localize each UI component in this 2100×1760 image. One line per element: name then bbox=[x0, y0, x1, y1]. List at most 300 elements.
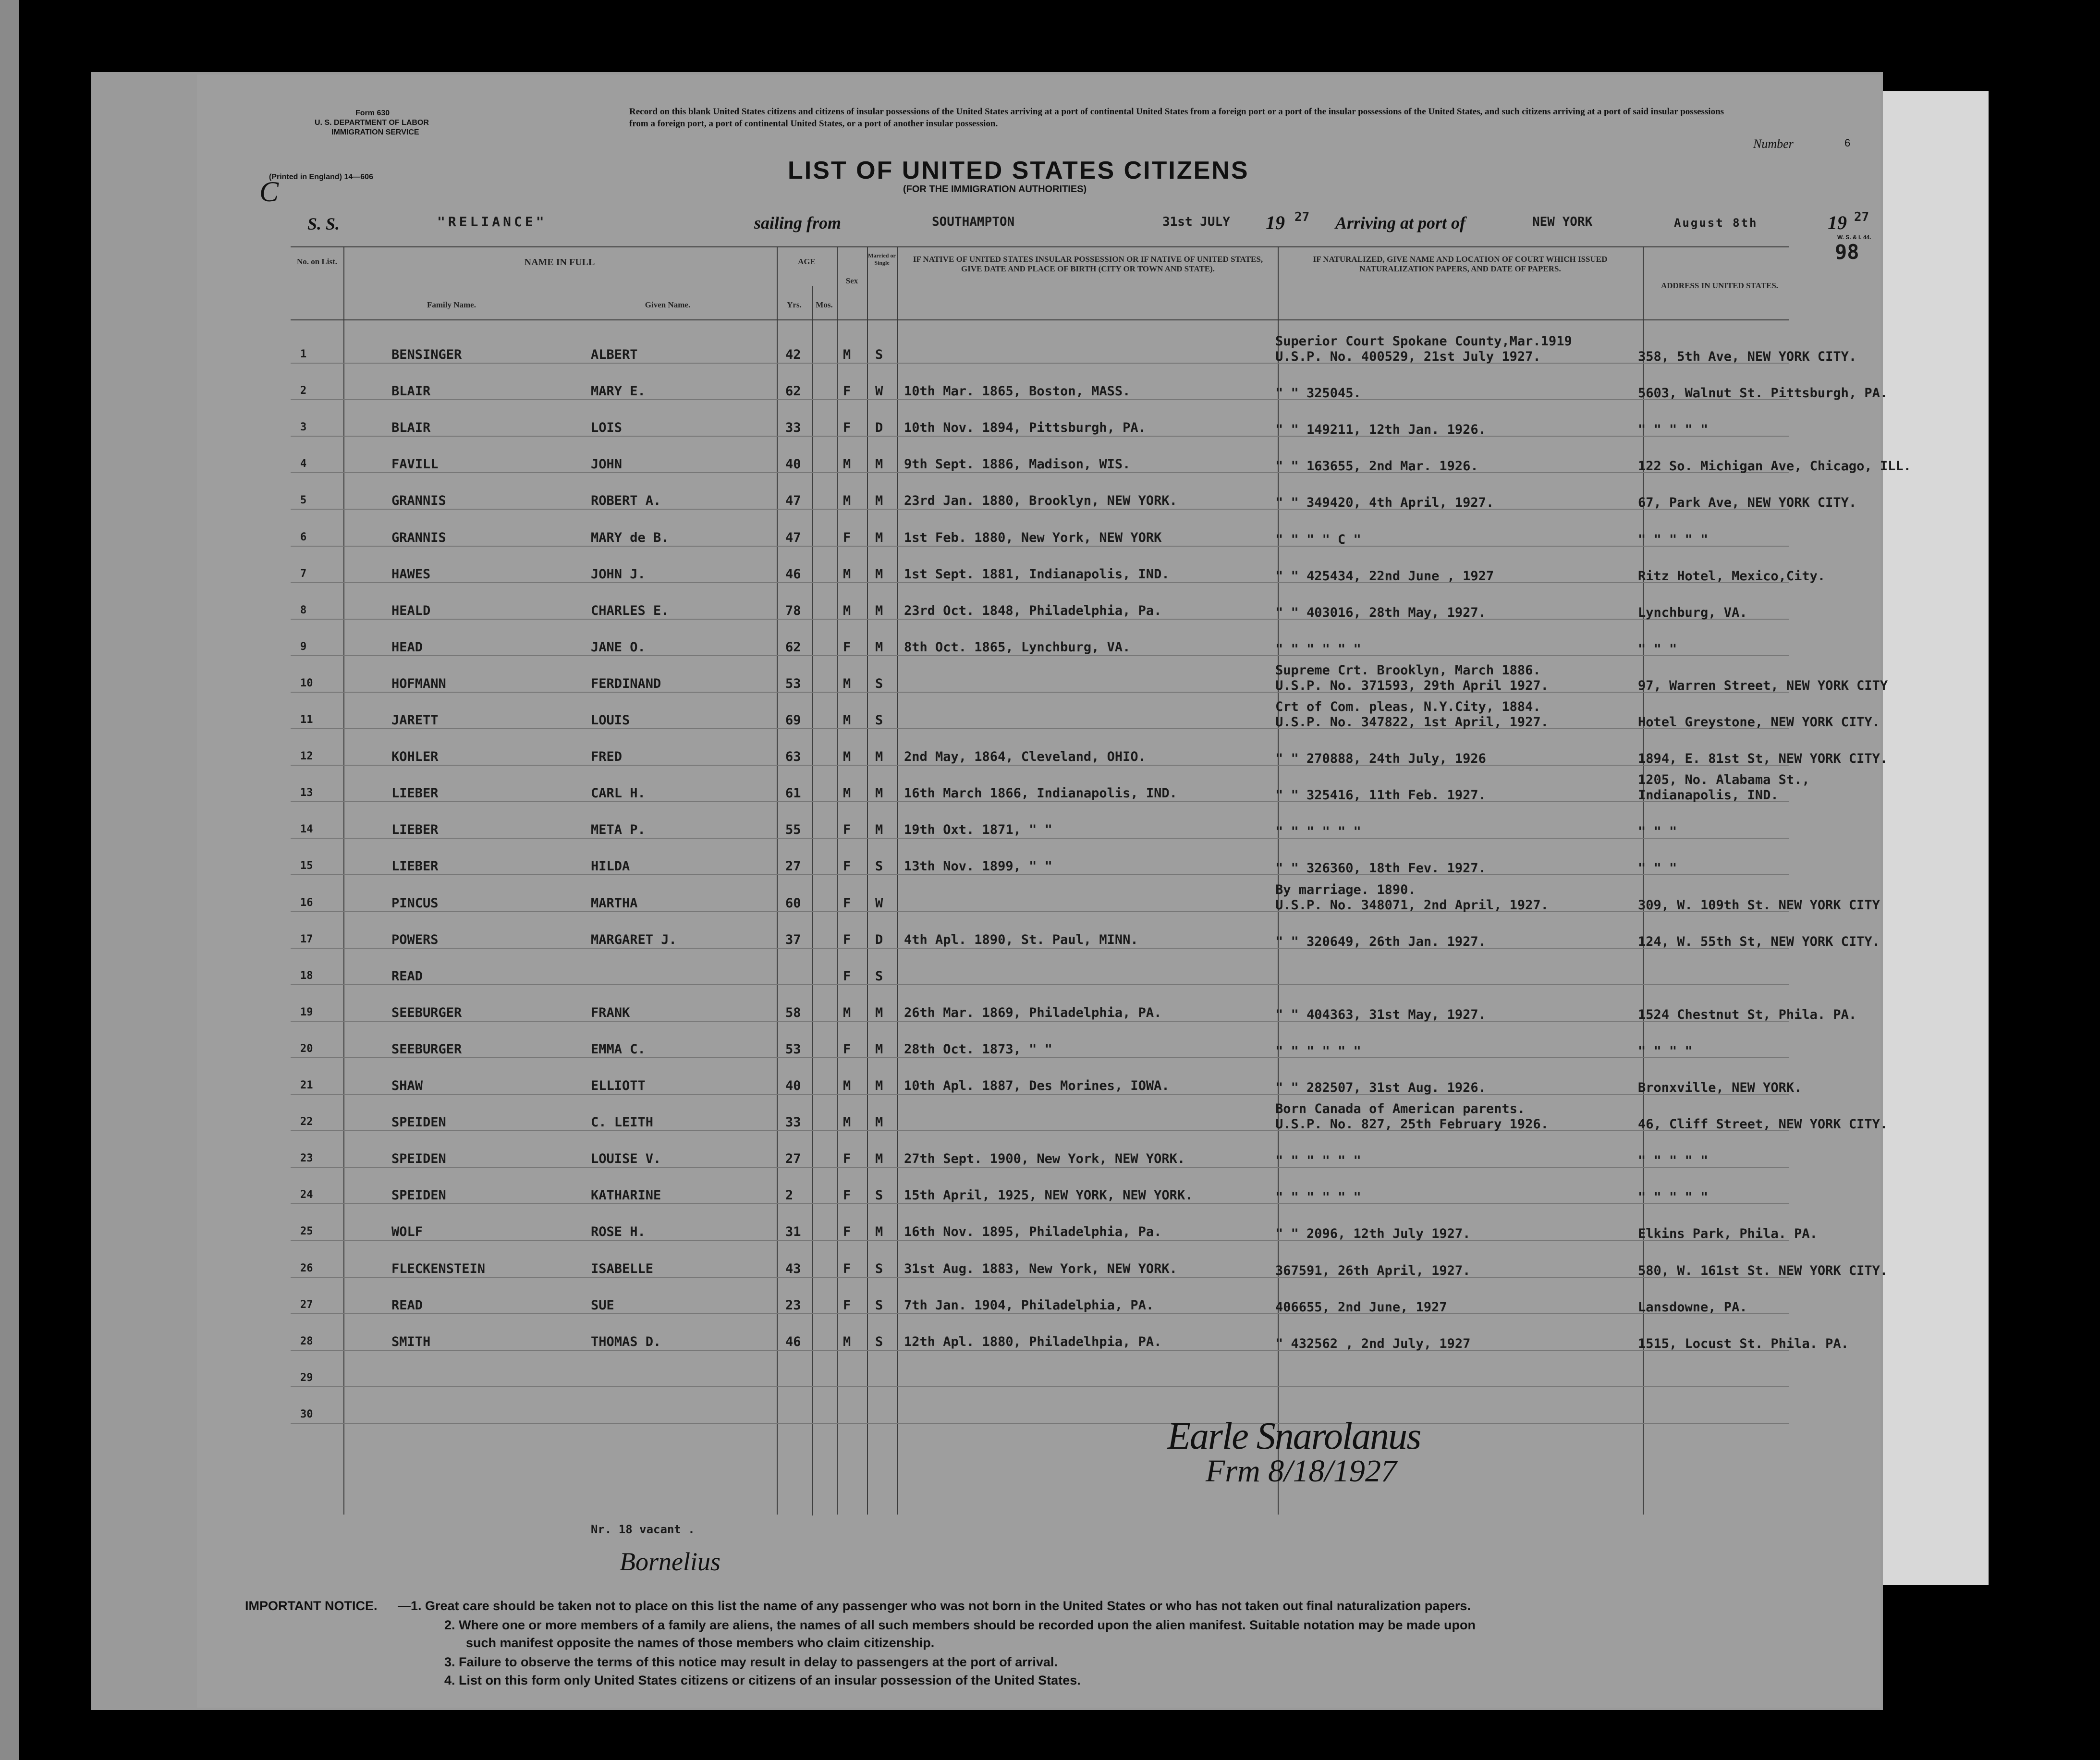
given-name: FRANK bbox=[591, 1005, 630, 1020]
row-rule bbox=[291, 728, 1789, 729]
naturalization-papers: " " 349420, 4th April, 1927. bbox=[1275, 495, 1494, 511]
form-number: Form 630 bbox=[355, 109, 390, 117]
row-number: 4 bbox=[300, 458, 307, 470]
marital-status: M bbox=[875, 1078, 883, 1093]
address-line-1: 1205, No. Alabama St., bbox=[1638, 772, 1810, 788]
age-years: 42 bbox=[785, 347, 801, 362]
table-row bbox=[197, 965, 1880, 1002]
birth-info: 10th Nov. 1894, Pittsburgh, PA. bbox=[904, 420, 1146, 436]
row-rule bbox=[291, 874, 1789, 875]
given-name: ISABELLE bbox=[591, 1261, 654, 1276]
table-row bbox=[197, 1075, 1880, 1111]
table-row bbox=[197, 1294, 1880, 1331]
naturalization-papers: " " 2096, 12th July 1927. bbox=[1275, 1226, 1471, 1242]
naturalization-papers: " " 425434, 22nd June , 1927 bbox=[1275, 568, 1494, 584]
naturalization-court: By marriage. 1890. bbox=[1275, 882, 1416, 897]
row-number: 6 bbox=[300, 531, 307, 543]
family-name: READ bbox=[391, 1297, 423, 1313]
sex: F bbox=[843, 639, 851, 655]
page-subtitle: (FOR THE IMMIGRATION AUTHORITIES) bbox=[903, 184, 1087, 195]
sex: F bbox=[843, 1188, 851, 1203]
col-age: AGE bbox=[798, 257, 816, 266]
sailing-from-label: sailing from bbox=[754, 213, 842, 232]
age-years: 60 bbox=[785, 895, 801, 911]
address-line-2: Indianapolis, IND. bbox=[1638, 788, 1779, 803]
record-note: Record on this blank United States citizens and citizens of insular possessions of the United States arriving at a port of continental United States from a foreign port or a port of the insular possessions of the United States, and such citizens arriving at a port of said insular possessions from a foreign port, a port of continental United States, or a port of another insular possession. bbox=[629, 107, 1724, 129]
address-line-2: 1515, Locust St. Phila. PA. bbox=[1638, 1336, 1849, 1351]
sex: F bbox=[843, 384, 851, 399]
table-row bbox=[197, 416, 1880, 453]
naturalization-papers: " " 320649, 26th Jan. 1927. bbox=[1275, 934, 1486, 949]
sex: F bbox=[843, 895, 851, 911]
given-name: CHARLES E. bbox=[591, 603, 669, 618]
header-rule bbox=[291, 246, 1789, 247]
sex: M bbox=[843, 603, 851, 618]
age-years: 53 bbox=[785, 676, 801, 691]
address-line-2: Lynchburg, VA. bbox=[1638, 605, 1747, 620]
row-number: 11 bbox=[300, 714, 313, 726]
naturalization-papers: " " 326360, 18th Fev. 1927. bbox=[1275, 861, 1486, 876]
row-rule bbox=[291, 1203, 1789, 1204]
birth-info: 12th Apl. 1880, Philadelhpia, PA. bbox=[904, 1334, 1162, 1349]
marital-status: S bbox=[875, 1334, 883, 1349]
row-number: 30 bbox=[300, 1408, 313, 1420]
table-row bbox=[197, 929, 1880, 965]
form-code: W. S. & I. 44. bbox=[1837, 234, 1871, 241]
row-rule bbox=[291, 911, 1789, 912]
family-name: SMITH bbox=[391, 1334, 431, 1349]
row-rule bbox=[291, 655, 1789, 656]
sex: M bbox=[843, 1005, 851, 1020]
row-number: 12 bbox=[300, 750, 313, 763]
col-family: Family Name. bbox=[427, 300, 476, 309]
row-number: 25 bbox=[300, 1225, 313, 1238]
row-number: 24 bbox=[300, 1189, 313, 1201]
given-name: ROBERT A. bbox=[591, 493, 661, 509]
row-rule bbox=[291, 801, 1789, 802]
naturalization-papers: U.S.P. No. 371593, 29th April 1927. bbox=[1275, 678, 1549, 693]
age-years: 69 bbox=[785, 713, 801, 728]
left-page-edge bbox=[0, 0, 19, 1760]
marital-status: M bbox=[875, 1041, 883, 1057]
given-name: THOMAS D. bbox=[591, 1334, 661, 1349]
family-name: SEEBURGER bbox=[391, 1005, 462, 1020]
sailing-date: 31st JULY bbox=[1162, 215, 1230, 229]
notice-label: IMPORTANT NOTICE. bbox=[245, 1599, 378, 1613]
row-number: 17 bbox=[300, 933, 313, 945]
row-number: 22 bbox=[300, 1116, 313, 1128]
age-years: 62 bbox=[785, 639, 801, 655]
naturalization-papers: " " 149211, 12th Jan. 1926. bbox=[1275, 422, 1486, 438]
address-line-2: " " " bbox=[1638, 641, 1677, 657]
row-number: 20 bbox=[300, 1042, 313, 1055]
arriving-label: Arriving at port of bbox=[1335, 213, 1466, 232]
given-name: MARY E. bbox=[591, 384, 646, 399]
row-number: 29 bbox=[300, 1371, 313, 1384]
naturalization-papers: U.S.P. No. 348071, 2nd April, 1927. bbox=[1275, 897, 1549, 913]
given-name: JANE O. bbox=[591, 639, 646, 655]
age-years: 33 bbox=[785, 1115, 801, 1130]
marital-status: S bbox=[875, 859, 883, 874]
row-rule bbox=[291, 363, 1789, 364]
ss-label: S. S. bbox=[307, 214, 340, 233]
family-name: POWERS bbox=[391, 932, 439, 947]
naturalization-papers: U.S.P. No. 827, 25th February 1926. bbox=[1275, 1117, 1549, 1132]
birth-info: 15th April, 1925, NEW YORK, NEW YORK. bbox=[904, 1188, 1193, 1203]
marital-status: M bbox=[875, 566, 883, 582]
address-line-2: 122 So. Michigan Ave, Chicago, ILL. bbox=[1638, 459, 1911, 474]
marital-status: M bbox=[875, 1005, 883, 1020]
sex: M bbox=[843, 676, 851, 691]
marital-status: D bbox=[875, 932, 883, 947]
vacant-note: Nr. 18 vacant . bbox=[591, 1523, 695, 1536]
table-row bbox=[197, 882, 1880, 929]
row-number: 10 bbox=[300, 677, 313, 689]
table-row bbox=[197, 855, 1880, 892]
family-name: SPEIDEN bbox=[391, 1188, 446, 1203]
notice-1: —1. Great care should be taken not to place on this list the name of any passenger who was not born in the United States or who has not taken out final naturalization papers. bbox=[398, 1599, 1471, 1613]
naturalization-papers: " " " " " " bbox=[1275, 1043, 1361, 1059]
row-rule bbox=[291, 399, 1789, 400]
department: U. S. DEPARTMENT OF LABOR bbox=[315, 119, 429, 127]
officer-signature: Earle Snarolanus bbox=[1167, 1415, 1421, 1457]
col-address: ADDRESS IN UNITED STATES. bbox=[1660, 281, 1779, 290]
year-prefix-2: 19 bbox=[1828, 212, 1847, 233]
row-rule bbox=[291, 619, 1789, 620]
row-number: 1 bbox=[300, 348, 307, 360]
family-name: LIEBER bbox=[391, 786, 439, 801]
age-years: 63 bbox=[785, 749, 801, 765]
row-rule bbox=[291, 509, 1789, 510]
address-line-2: " " " " " bbox=[1638, 422, 1709, 438]
given-name: META P. bbox=[591, 822, 646, 838]
age-years: 47 bbox=[785, 530, 801, 545]
marital-status: S bbox=[875, 713, 883, 728]
table-row bbox=[197, 563, 1880, 599]
number-value: 6 bbox=[1844, 137, 1851, 149]
given-name: MARTHA bbox=[591, 895, 638, 911]
naturalization-papers: " " 325416, 11th Feb. 1927. bbox=[1275, 788, 1486, 803]
row-number: 13 bbox=[300, 787, 313, 799]
address-line-2: Hotel Greystone, NEW YORK CITY. bbox=[1638, 715, 1880, 730]
birth-info: 7th Jan. 1904, Philadelphia, PA. bbox=[904, 1297, 1154, 1313]
family-name: BLAIR bbox=[391, 384, 431, 399]
manifest-form bbox=[197, 74, 1911, 1708]
service: IMMIGRATION SERVICE bbox=[331, 128, 419, 136]
row-number: 2 bbox=[300, 385, 307, 397]
address-line-2: 358, 5th Ave, NEW YORK CITY. bbox=[1638, 349, 1857, 364]
row-number: 26 bbox=[300, 1262, 313, 1274]
table-row bbox=[197, 1221, 1880, 1257]
birth-info: 31st Aug. 1883, New York, NEW YORK. bbox=[904, 1261, 1177, 1276]
family-name: KOHLER bbox=[391, 749, 439, 765]
marital-status: M bbox=[875, 786, 883, 801]
birth-info: 23rd Oct. 1848, Philadelphia, Pa. bbox=[904, 603, 1162, 618]
given-name: LOIS bbox=[591, 420, 623, 436]
ship-name: "RELIANCE" bbox=[437, 214, 547, 230]
marital-status: S bbox=[875, 1188, 883, 1203]
row-number: 3 bbox=[300, 421, 307, 434]
age-years: 46 bbox=[785, 1334, 801, 1349]
row-rule bbox=[291, 838, 1789, 839]
family-name: SPEIDEN bbox=[391, 1115, 446, 1130]
family-name: HEAD bbox=[391, 639, 423, 655]
row-rule bbox=[291, 1386, 1789, 1387]
row-rule bbox=[291, 765, 1789, 766]
age-years: 40 bbox=[785, 1078, 801, 1093]
page-title: LIST OF UNITED STATES CITIZENS bbox=[788, 157, 1249, 184]
age-years: 47 bbox=[785, 493, 801, 509]
birth-info: 19th Oxt. 1871, " " bbox=[904, 822, 1052, 838]
row-number: 9 bbox=[300, 640, 307, 653]
sex: M bbox=[843, 347, 851, 362]
given-name: CARL H. bbox=[591, 786, 646, 801]
marital-status: M bbox=[875, 639, 883, 655]
marital-status: M bbox=[875, 1224, 883, 1240]
from-port: SOUTHAMPTON bbox=[932, 215, 1015, 229]
birth-info: 1st Sept. 1881, Indianapolis, IND. bbox=[904, 566, 1170, 582]
naturalization-court: Superior Court Spokane County,Mar.1919 bbox=[1275, 334, 1572, 349]
birth-info: 16th Nov. 1895, Philadelphia, Pa. bbox=[904, 1224, 1162, 1240]
naturalization-papers: " " 403016, 28th May, 1927. bbox=[1275, 605, 1486, 620]
birth-info: 16th March 1866, Indianapolis, IND. bbox=[904, 786, 1177, 801]
family-name: FLECKENSTEIN bbox=[391, 1261, 486, 1276]
naturalization-papers: U.S.P. No. 400529, 21st July 1927. bbox=[1275, 349, 1541, 364]
table-row bbox=[197, 380, 1888, 416]
naturalization-papers: U.S.P. No. 347822, 1st April, 1927. bbox=[1275, 715, 1549, 730]
family-name: SHAW bbox=[391, 1078, 423, 1093]
age-years: 37 bbox=[785, 932, 801, 947]
family-name: GRANNIS bbox=[391, 493, 446, 509]
family-name: JARETT bbox=[391, 713, 439, 728]
table-row bbox=[197, 1331, 1880, 1367]
family-name: LIEBER bbox=[391, 822, 439, 838]
naturalization-papers: 406655, 2nd June, 1927 bbox=[1275, 1299, 1447, 1315]
family-name: SPEIDEN bbox=[391, 1151, 446, 1167]
year-arrived: 27 bbox=[1854, 210, 1869, 224]
table-row bbox=[197, 1002, 1880, 1038]
row-number: 7 bbox=[300, 567, 307, 580]
family-name: HAWES bbox=[391, 566, 431, 582]
birth-info: 9th Sept. 1886, Madison, WIS. bbox=[904, 457, 1131, 472]
col-name: NAME IN FULL bbox=[524, 257, 595, 268]
row-rule bbox=[291, 1021, 1789, 1022]
col-mos: Mos. bbox=[816, 300, 833, 309]
year-prefix-1: 19 bbox=[1266, 212, 1285, 233]
given-name: MARY de B. bbox=[591, 530, 669, 545]
sex: M bbox=[843, 457, 851, 472]
age-years: 58 bbox=[785, 1005, 801, 1020]
table-row bbox=[197, 772, 1880, 819]
marital-status: D bbox=[875, 420, 883, 436]
row-rule bbox=[291, 436, 1789, 437]
row-rule bbox=[291, 1313, 1789, 1314]
col-sex: Sex bbox=[845, 276, 858, 285]
naturalization-papers: 367591, 26th April, 1927. bbox=[1275, 1263, 1471, 1278]
family-name: HEALD bbox=[391, 603, 431, 618]
sex: M bbox=[843, 566, 851, 582]
table-row bbox=[197, 599, 1880, 636]
row-rule bbox=[291, 1167, 1789, 1168]
age-years: 62 bbox=[785, 384, 801, 399]
birth-info: 2nd May, 1864, Cleveland, OHIO. bbox=[904, 749, 1146, 765]
address-line-2: " " " " " bbox=[1638, 1153, 1709, 1169]
sex: F bbox=[843, 932, 851, 947]
address-line-2: Elkins Park, Phila. PA. bbox=[1638, 1226, 1818, 1242]
sex: M bbox=[843, 786, 851, 801]
row-rule bbox=[291, 1350, 1789, 1351]
address-line-2: " " " " " bbox=[1638, 532, 1709, 547]
naturalization-court: Supreme Crt. Brooklyn, March 1886. bbox=[1275, 662, 1541, 678]
row-rule bbox=[291, 546, 1789, 547]
address-line-2: 309, W. 109th St. NEW YORK CITY bbox=[1638, 897, 1880, 913]
naturalization-papers: " " 404363, 31st May, 1927. bbox=[1275, 1007, 1486, 1022]
marital-status: M bbox=[875, 457, 883, 472]
age-years: 23 bbox=[785, 1297, 801, 1313]
col-no: No. on List. bbox=[296, 257, 338, 266]
table-row bbox=[197, 1038, 1880, 1075]
row-rule bbox=[291, 1423, 1789, 1424]
given-name: ROSE H. bbox=[591, 1224, 646, 1240]
row-rule bbox=[291, 1094, 1789, 1095]
sex: M bbox=[843, 1115, 851, 1130]
age-years: 27 bbox=[785, 859, 801, 874]
row-number: 23 bbox=[300, 1152, 313, 1165]
row-rule bbox=[291, 1277, 1789, 1278]
age-years: 78 bbox=[785, 603, 801, 618]
family-name: LIEBER bbox=[391, 859, 439, 874]
header-rule bbox=[291, 319, 1789, 320]
birth-info: 10th Apl. 1887, Des Morines, IOWA. bbox=[904, 1078, 1170, 1093]
address-line-2: 67, Park Ave, NEW YORK CITY. bbox=[1638, 495, 1857, 511]
given-name: JOHN J. bbox=[591, 566, 646, 582]
marital-status: M bbox=[875, 493, 883, 509]
marital-status: S bbox=[875, 1261, 883, 1276]
year-sailed: 27 bbox=[1294, 210, 1310, 224]
given-name: FERDINAND bbox=[591, 676, 661, 691]
given-name: KATHARINE bbox=[591, 1188, 661, 1203]
row-rule bbox=[291, 1130, 1789, 1131]
age-years: 55 bbox=[785, 822, 801, 838]
birth-info: 27th Sept. 1900, New York, NEW YORK. bbox=[904, 1151, 1185, 1167]
age-years: 33 bbox=[785, 420, 801, 436]
naturalization-papers: " " " " " " bbox=[1275, 1190, 1361, 1205]
col-marital: Married or Single bbox=[868, 252, 896, 266]
birth-info: 8th Oct. 1865, Lynchburg, VA. bbox=[904, 639, 1131, 655]
row-rule bbox=[291, 984, 1789, 985]
family-name: GRANNIS bbox=[391, 530, 446, 545]
row-rule bbox=[291, 1240, 1789, 1241]
row-number: 15 bbox=[300, 860, 313, 872]
sex: M bbox=[843, 1078, 851, 1093]
family-name: PINCUS bbox=[391, 895, 439, 911]
naturalization-papers: " " " " " " bbox=[1275, 641, 1361, 657]
row-rule bbox=[291, 1057, 1789, 1058]
arrival-date: August 8th bbox=[1674, 216, 1758, 230]
row-number: 14 bbox=[300, 823, 313, 836]
age-years: 46 bbox=[785, 566, 801, 582]
table-row bbox=[197, 1148, 1880, 1184]
marital-status: M bbox=[875, 1115, 883, 1130]
table-row bbox=[197, 1184, 1880, 1221]
address-line-2: 46, Cliff Street, NEW YORK CITY. bbox=[1638, 1117, 1888, 1132]
sex: M bbox=[843, 493, 851, 509]
naturalization-papers: " " 163655, 2nd Mar. 1926. bbox=[1275, 459, 1478, 474]
sex: F bbox=[843, 1151, 851, 1167]
birth-info: 28th Oct. 1873, " " bbox=[904, 1041, 1052, 1057]
given-name: ELLIOTT bbox=[591, 1078, 646, 1093]
table-row bbox=[197, 453, 1911, 489]
birth-info: 1st Feb. 1880, New York, NEW YORK bbox=[904, 530, 1162, 545]
given-name: ALBERT bbox=[591, 347, 638, 362]
address-line-2: " " " " bbox=[1638, 1043, 1693, 1059]
number-label: Number bbox=[1753, 137, 1794, 151]
corner-mark: C bbox=[259, 176, 279, 208]
page-stamp: 98 bbox=[1835, 240, 1859, 264]
table-row bbox=[197, 334, 1880, 380]
family-name: WOLF bbox=[391, 1224, 423, 1240]
age-years: 43 bbox=[785, 1261, 801, 1276]
family-name: READ bbox=[391, 968, 423, 984]
notice-4: 4. List on this form only United States citizens or citizens of an insular possession of the United States. bbox=[444, 1673, 1081, 1687]
birth-info: 10th Mar. 1865, Boston, MASS. bbox=[904, 384, 1131, 399]
sex: F bbox=[843, 968, 851, 984]
address-line-2: 5603, Walnut St. Pittsburgh, PA. bbox=[1638, 386, 1888, 401]
sex: F bbox=[843, 1261, 851, 1276]
address-line-2: Lansdowne, PA. bbox=[1638, 1299, 1747, 1315]
naturalization-papers: " " " " " " bbox=[1275, 824, 1361, 840]
signature-date: Frm 8/18/1927 bbox=[1206, 1454, 1397, 1489]
address-line-2: " " " " " bbox=[1638, 1190, 1709, 1205]
row-number: 16 bbox=[300, 896, 313, 909]
address-line-2: 97, Warren Street, NEW YORK CITY bbox=[1638, 678, 1888, 693]
family-name: HOFMANN bbox=[391, 676, 446, 691]
sex: F bbox=[843, 1224, 851, 1240]
address-line-2: 580, W. 161st St. NEW YORK CITY. bbox=[1638, 1263, 1888, 1278]
family-name: SEEBURGER bbox=[391, 1041, 462, 1057]
table-row bbox=[197, 699, 1880, 746]
notice-2: 2. Where one or more members of a family are aliens, the names of all such members should be recorded upon the alien manifest. Suitable notation may be made upon bbox=[444, 1618, 1476, 1632]
given-name: EMMA C. bbox=[591, 1041, 646, 1057]
table-row bbox=[197, 1258, 1888, 1294]
col-naturalization: IF NATURALIZED, GIVE NAME AND LOCATION OF COURT WHICH ISSUED NATURALIZATION PAPERS, AND DATE OF PAPERS. bbox=[1313, 255, 1608, 273]
table-row bbox=[197, 819, 1880, 855]
row-rule bbox=[291, 472, 1789, 473]
row-number: 8 bbox=[300, 604, 307, 616]
age-years: 2 bbox=[785, 1188, 794, 1203]
family-name: BLAIR bbox=[391, 420, 431, 436]
right-page-edge bbox=[1883, 91, 1989, 1585]
sex: M bbox=[843, 749, 851, 765]
naturalization-papers: " 432562 , 2nd July, 1927 bbox=[1275, 1336, 1471, 1351]
marital-status: M bbox=[875, 822, 883, 838]
given-name: LOUISE V. bbox=[591, 1151, 661, 1167]
marital-status: M bbox=[875, 603, 883, 618]
table-row bbox=[197, 526, 1880, 563]
table-row bbox=[197, 1404, 1880, 1440]
family-name: FAVILL bbox=[391, 457, 439, 472]
naturalization-papers: " " " " C " bbox=[1275, 532, 1361, 547]
row-number: 21 bbox=[300, 1079, 313, 1091]
given-name: LOUIS bbox=[591, 713, 630, 728]
col-birth: IF NATIVE OF UNITED STATES INSULAR POSSESSION OR IF NATIVE OF UNITED STATES, GIVE DATE AND PLACE OF BIRTH (CITY OR TOWN AND STATE). bbox=[913, 255, 1263, 273]
sex: F bbox=[843, 420, 851, 436]
address-line-2: Bronxville, NEW YORK. bbox=[1638, 1080, 1802, 1095]
given-name: HILDA bbox=[591, 859, 630, 874]
address-line-2: 124, W. 55th St, NEW YORK CITY. bbox=[1638, 934, 1880, 949]
row-number: 5 bbox=[300, 494, 307, 507]
row-number: 19 bbox=[300, 1006, 313, 1018]
